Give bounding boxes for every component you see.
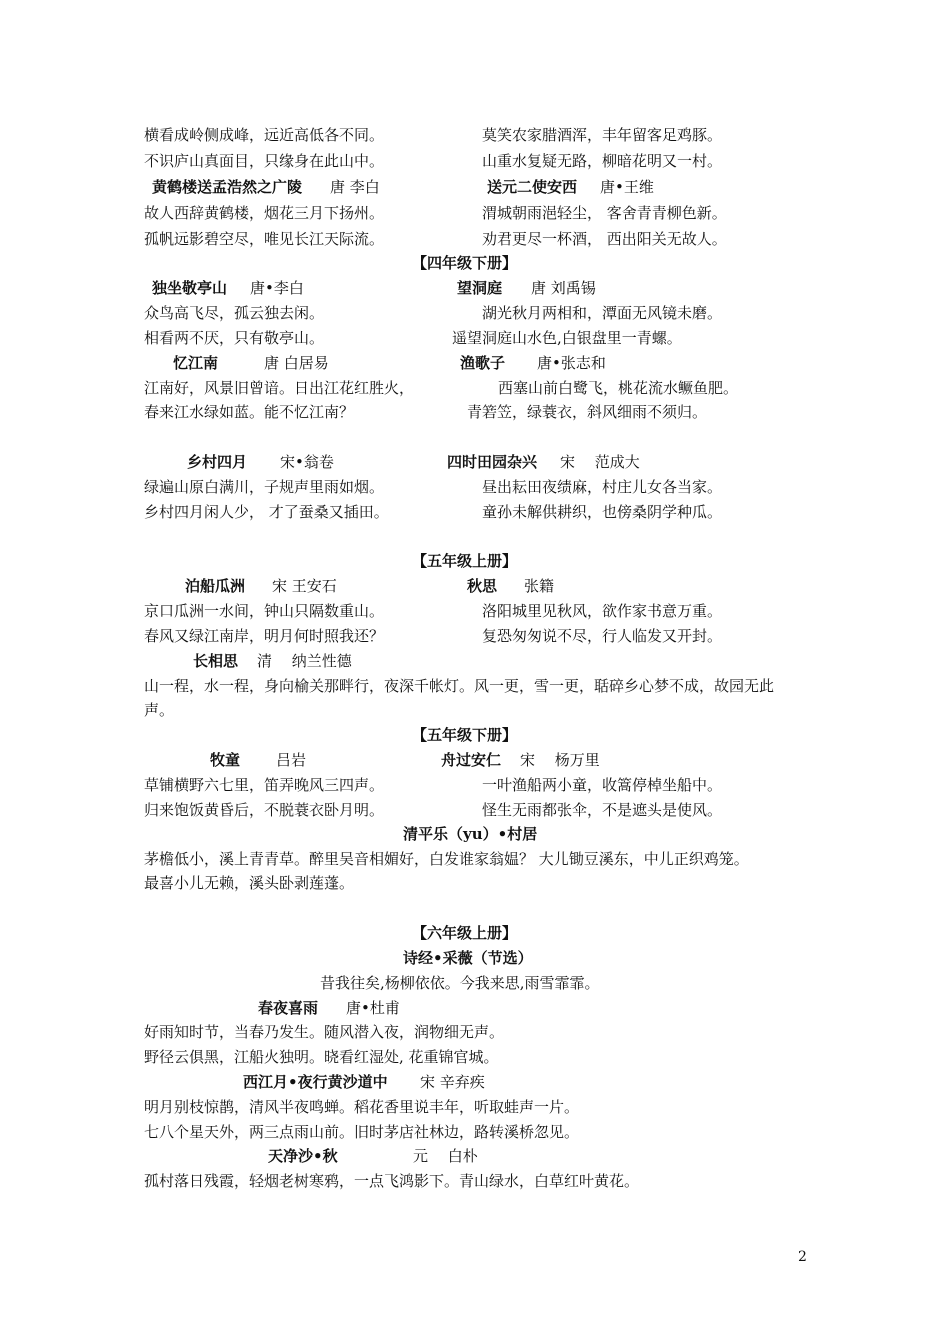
poem-author: 元 白朴 xyxy=(413,1147,478,1165)
poem-author: 宋 杨万里 xyxy=(520,751,600,769)
poem-author: 宋•翁卷 xyxy=(280,453,334,471)
section-header: 【五年级上册】 xyxy=(412,552,518,570)
poem-title: 泊船瓜洲 xyxy=(185,577,246,595)
poem-author: 唐•张志和 xyxy=(537,354,606,372)
poem-title: 送元二使安西 xyxy=(487,178,578,196)
poem-line: 好雨知时节，当春乃发生。随风潜入夜，润物细无声。 xyxy=(144,1023,505,1041)
poem-author: 唐•李白 xyxy=(250,279,304,297)
poem-author: 宋 辛弃疾 xyxy=(420,1073,485,1091)
poem-line: 乡村四月闲人少， 才了蚕桑又插田。 xyxy=(144,503,389,521)
page-number: 2 xyxy=(798,1249,807,1265)
section-header: 【五年级下册】 xyxy=(412,726,518,744)
poem-title: 乡村四月 xyxy=(187,453,248,471)
section-header: 【四年级下册】 xyxy=(412,254,518,272)
poem-line: 莫笑农家腊酒浑，丰年留客足鸡豚。 xyxy=(482,126,723,144)
poem-line: 山一程，水一程，身向榆关那畔行，夜深千帐灯。风一更，雪一更，聒碎乡心梦不成，故园无此 xyxy=(144,677,775,695)
poem-author: 张籍 xyxy=(524,577,555,595)
poem-line: 怪生无雨都张伞，不是遮头是使风。 xyxy=(482,801,723,819)
poem-title: 渔歌子 xyxy=(460,354,506,372)
poem-line: 相看两不厌，只有敬亭山。 xyxy=(144,329,325,347)
poem-title: 黄鹤楼送孟浩然之广陵 xyxy=(152,178,303,196)
section-header: 【六年级上册】 xyxy=(412,924,518,942)
poem-author: 吕岩 xyxy=(276,751,307,769)
poem-line: 春来江水绿如蓝。能不忆江南？ xyxy=(144,403,355,421)
poem-author: 唐•杜甫 xyxy=(346,999,400,1017)
poem-line: 野径云俱黑，江船火独明。晓看红湿处, 花重锦官城。 xyxy=(144,1048,499,1066)
poem-author: 宋 范成大 xyxy=(560,453,640,471)
poem-line: 昼出耘田夜绩麻，村庄儿女各当家。 xyxy=(482,478,723,496)
poem-line: 昔我往矣,杨柳依依。今我来思,雨雪霏霏。 xyxy=(320,974,600,992)
poem-line: 渭城朝雨浥轻尘， 客舍青青柳色新。 xyxy=(482,204,727,222)
poem-line: 故人西辞黄鹤楼，烟花三月下扬州。 xyxy=(144,204,385,222)
poem-line: 孤村落日残霞，轻烟老树寒鸦，一点飞鸿影下。青山绿水，白草红叶黄花。 xyxy=(144,1172,640,1190)
poem-line: 横看成岭侧成峰，远近高低各不同。 xyxy=(144,126,385,144)
poem-line: 声。 xyxy=(144,701,175,719)
poem-line: 春风又绿江南岸，明月何时照我还？ xyxy=(144,627,385,645)
poem-line: 复恐匆匆说不尽，行人临发又开封。 xyxy=(482,627,723,645)
poem-line: 归来饱饭黄昏后，不脱蓑衣卧月明。 xyxy=(144,801,385,819)
poem-line: 西塞山前白鹭飞，桃花流水鳜鱼肥。 xyxy=(498,379,739,397)
poem-line: 劝君更尽一杯酒， 西出阳关无故人。 xyxy=(482,230,727,248)
poem-title: 牧童 xyxy=(210,751,241,769)
poem-title: 天净沙•秋 xyxy=(268,1147,338,1165)
poem-author: 唐•王维 xyxy=(600,178,654,196)
poem-author: 唐 刘禹锡 xyxy=(531,279,596,297)
poem-line: 孤帆远影碧空尽，唯见长江天际流。 xyxy=(144,230,385,248)
poem-title: 望洞庭 xyxy=(457,279,503,297)
poem-title: 四时田园杂兴 xyxy=(447,453,538,471)
poem-title: 舟过安仁 xyxy=(441,751,502,769)
poem-title: 春夜喜雨 xyxy=(258,999,319,1017)
poem-line: 最喜小儿无赖，溪头卧剥莲蓬。 xyxy=(144,874,355,892)
poem-title: 独坐敬亭山 xyxy=(152,279,228,297)
poem-line: 江南好，风景旧曾谙。日出江花红胜火， xyxy=(144,379,415,397)
poem-title: 忆江南 xyxy=(173,354,219,372)
poem-title: 诗经•采薇（节选） xyxy=(403,949,533,967)
poem-line: 众鸟高飞尽，孤云独去闲。 xyxy=(144,304,325,322)
poem-line: 草铺横野六七里，笛弄晚风三四声。 xyxy=(144,776,385,794)
poem-line: 不识庐山真面目，只缘身在此山中。 xyxy=(144,152,385,170)
poem-line: 京口瓜洲一水间，钟山只隔数重山。 xyxy=(144,602,385,620)
poem-title: 长相思 xyxy=(193,652,239,670)
poem-line: 七八个星天外，两三点雨山前。旧时茅店社林边，路转溪桥忽见。 xyxy=(144,1123,580,1141)
poem-line: 茅檐低小，溪上青青草。醉里吴音相媚好，白发谁家翁媪？ 大儿锄豆溪东，中儿正织鸡笼。 xyxy=(144,850,749,868)
poem-title: 西江月•夜行黄沙道中 xyxy=(243,1073,388,1091)
poem-title: 秋思 xyxy=(467,577,498,595)
poem-author: 清 纳兰性德 xyxy=(257,652,352,670)
poem-line: 遥望洞庭山水色,白银盘里一青螺。 xyxy=(452,329,682,347)
poem-line: 洛阳城里见秋风，欲作家书意万重。 xyxy=(482,602,723,620)
poem-author: 唐 李白 xyxy=(330,178,380,196)
poem-author: 宋 王安石 xyxy=(272,577,337,595)
poem-line: 童孙未解供耕织，也傍桑阴学种瓜。 xyxy=(482,503,723,521)
poem-line: 一叶渔船两小童，收篙停棹坐船中。 xyxy=(482,776,723,794)
poem-line: 明月别枝惊鹊，清风半夜鸣蝉。稻花香里说丰年，听取蛙声一片。 xyxy=(144,1098,580,1116)
poem-line: 青箬笠，绿蓑衣，斜风细雨不须归。 xyxy=(467,403,708,421)
poem-title: 清平乐（yu）•村居 xyxy=(403,825,538,843)
poem-line: 山重水复疑无路，柳暗花明又一村。 xyxy=(482,152,723,170)
poem-author: 唐 白居易 xyxy=(264,354,329,372)
poem-line: 湖光秋月两相和，潭面无风镜未磨。 xyxy=(482,304,723,322)
poem-line: 绿遍山原白满川，子规声里雨如烟。 xyxy=(144,478,385,496)
